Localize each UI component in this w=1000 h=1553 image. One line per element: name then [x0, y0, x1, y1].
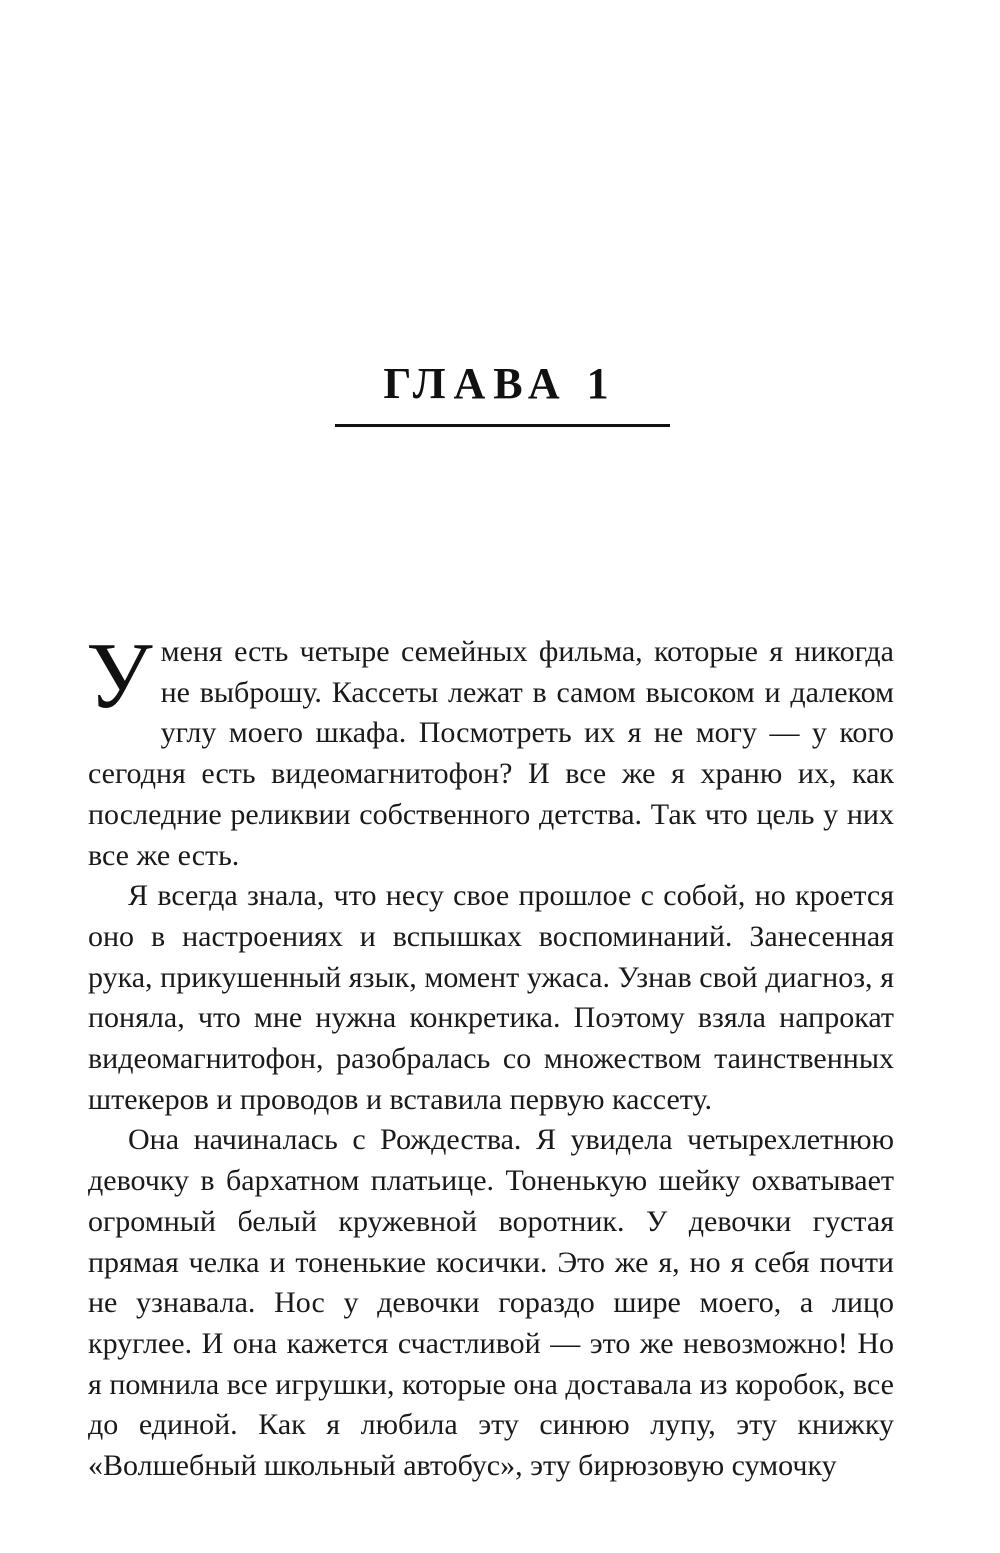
paragraph-1-text: меня есть четыре семейных фильма, которые я никогда не выброшу. Кассеты лежат в самом высоком и далеком углу моего шкафа. Посмотреть их я не могу — у кого сегодня есть видеомагнитофон? И все же я храню их, как последние реликвии собственного детства. Так что цель у них все же есть. [88, 635, 894, 872]
paragraph-2 [88, 876, 894, 1120]
paragraph-1 [86, 624, 894, 876]
drop-cap: У [86, 624, 153, 728]
paragraph-3 [88, 1120, 894, 1486]
paragraph-2-text: Я всегда знала, что несу свое прошлое с собой, но кроется оно в настроениях и вспышках воспоминаний. Занесенная рука, прикушенный язык, момент ужаса. Узнав свой диагноз, я поняла, что мне нужна конкретика. Поэтому взяла напрокат видеомагнитофон, разобралась со множеством таинственных штекеров и проводов и вставила первую кассету. [88, 879, 894, 1116]
chapter-body [86, 624, 894, 1487]
chapter-title-underline [335, 424, 670, 427]
chapter-title: ГЛАВА 1 [383, 359, 617, 408]
paragraph-3-text: Она начиналась с Рождества. Я увидела четырехлетнюю девочку в бархатном платьице. Тоненькую шейку охватывает огромный белый кружевной воротник. У девочки густая прямая челка и тоненькие косички. Это же я, но я себя почти не узнавала. Нос у девочки гораздо шире моего, а лицо круглее. И она кажется счастливой — это же невозможно! Но я помнила все игрушки, которые она доставала из коробок, все до единой. Как я любила эту синюю лупу, эту книжку «Волшебный школьный автобус», эту бирюзовую сумочку [88, 1123, 894, 1483]
